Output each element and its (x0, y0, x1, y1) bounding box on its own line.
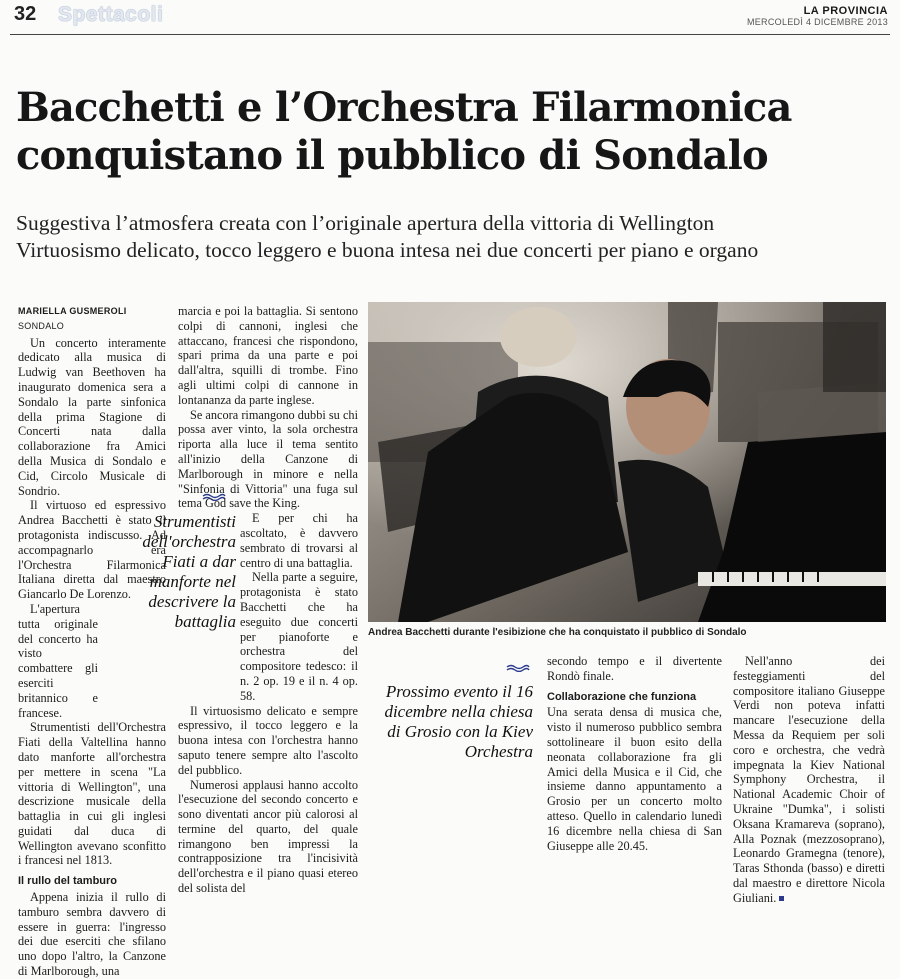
header-divider (10, 34, 890, 35)
paragraph: Il virtuosismo delicato e sempre espressivo, il tocco leggero e la buona intesa con l'orchestra hanno saputo tenere sempre alto l'ascolto del pubblico. (178, 703, 358, 777)
paragraph: Appena inizia il rullo di tamburo sembra davvero di essere in guerra: l'ingresso dei due eserciti che sfilano uno dopo l'altro, la Canzone di Marlborough, una (18, 890, 166, 979)
subhead-line-1: Suggestiva l’atmosfera creata con l’originale apertura della vittoria di Wellington (16, 211, 715, 235)
end-square-icon (779, 896, 784, 901)
paragraph: Un concerto interamente dedicato alla musica di Ludwig van Beethoven ha inaugurato domenica sera a Sondalo la parte sinfonica della prima Stagione di Concerti nata dalla collaborazione fra Amici della Musica di Sondalo e Cid, Circolo Musicale di Sondrio. (18, 335, 166, 498)
paragraph: secondo tempo e il divertente Rondò finale. (547, 654, 722, 683)
paragraph: Una serata densa di musica che, visto il numeroso pubblico sembra sottolineare il buon esito della neonata collaborazione fra gli Amici della Musica e il Cid, che insieme danno appuntamento a Grosio per un concerto molto atteso. Quello in calendario lunedì 16 dicembre nella chiesa di San Giuseppe alle 20.45. (547, 705, 722, 853)
issue-date: MERCOLEDÌ 4 DICEMBRE 2013 (746, 17, 888, 27)
paragraph: Nell'anno dei festeggiamenti del compositore italiano Giuseppe Verdi non poteva infatti mancare l'esecuzione della Messa da Requiem per soli coro e orchestra, che vedrà impegnata la Kiev National Symphony Orchestra, il National Academic Choir of Ukraine "Dumka", i solisti Oksana Kramareva (soprano), Alla Poznak (mezzosoprano), Leonardo Gramegna (tenore), Taras Sthonda (basso) e diretti dal maestro e direttore Nicola Giuliani. (733, 654, 885, 905)
paragraph: L'apertura tutta originale del concerto ha visto combattere gli eserciti britannico e francese. (18, 601, 98, 720)
subheadline (16, 210, 896, 264)
pull-quote-2: Prossimo evento il 16 dicembre nella chiesa di Grosio con la Kiev Orchestra (384, 682, 533, 761)
headline (16, 84, 896, 180)
paragraph: Numerosi applausi hanno accolto l'esecuzione del secondo concerto e sono diventati ancor più calorosi al termine del quarto, del quale rimangono ben impressi la contrapposizione tra l'incisività dell'orchestra e il piano quasi etereo del solista del (178, 777, 358, 896)
headline-line-1: Bacchetti e l’Orchestra Filarmonica (16, 84, 792, 131)
newspaper-name: LA PROVINCIA (803, 5, 888, 17)
column-3 (547, 654, 722, 853)
paragraph: Nella parte a seguire, protagonista è stato Bacchetti che ha eseguito due concerti per pianoforte e orchestra del compositore tedesco: il n. 2 op. 19 e il n. 4 op. 58. (240, 570, 358, 703)
column-2 (178, 304, 358, 896)
byline: MARIELLA GUSMEROLI (18, 306, 127, 316)
paragraph: marcia e poi la battaglia. Si sentono colpi di cannoni, inglesi che attaccano, francesi che rispondono, spari prima da una parte e poi dall'altra, squilli di trombe. Fino agli ultimi colpi di cannone in lontananza da parte inglese. (178, 304, 358, 407)
paragraph: Strumentisti dell'Orchestra Fiati della Valtellina hanno dato manforte all'orchestra per mettere in scena "La vittoria di Wellington", una descrizione musicale della battaglia in cui gli inglesi guidati dal duca di Wellington avevano sconfitto i francesi nel 1813. (18, 720, 166, 868)
photo-caption: Andrea Bacchetti durante l'esibizione che ha conquistato il pubblico di Sondalo (368, 627, 747, 638)
masthead (747, 5, 888, 27)
page-number: 32 (14, 3, 37, 25)
pull-quote-1: Strumentisti dell'orchestra Fiati a dar manforte nel descrivere la battaglia (142, 512, 236, 631)
wave-ornament-icon (506, 664, 530, 672)
paragraph: Se ancora rimangono dubbi su chi possa aver vinto, la sola orchestra riporta alla luce il tema sentito all'inizio della Canzone di Marlborough in minore e nella "Sinfonia di Vittoria" una fuga sul tema God save the King. (178, 407, 358, 511)
subhead-line-2: Virtuosismo delicato, tocco leggero e buona intesa nei due concerti per piano e organo (16, 238, 759, 262)
dateline-place: SONDALO (18, 320, 65, 331)
concert-photo (368, 302, 886, 622)
paragraph: E per chi ha ascoltato, è davvero sembrato di trovarsi al centro di una battaglia. (240, 511, 358, 570)
section-subtitle: Il rullo del tamburo (18, 875, 118, 888)
paragraph: Il virtuoso ed espressivo Andrea Bacchetti è stato il protagonista indiscusso. Ad accompagnarlo era l'Orchestra Filarmonica Italiana diretta dal maestro Giancarlo De Lorenzo. (18, 498, 166, 602)
column-1 (18, 304, 166, 979)
section-subtitle: Collaborazione che funziona (547, 690, 697, 703)
headline-line-2: conquistano il pubblico di Sondalo (16, 132, 768, 179)
section-title: Spettacoli (58, 3, 164, 26)
column-4 (733, 654, 885, 906)
